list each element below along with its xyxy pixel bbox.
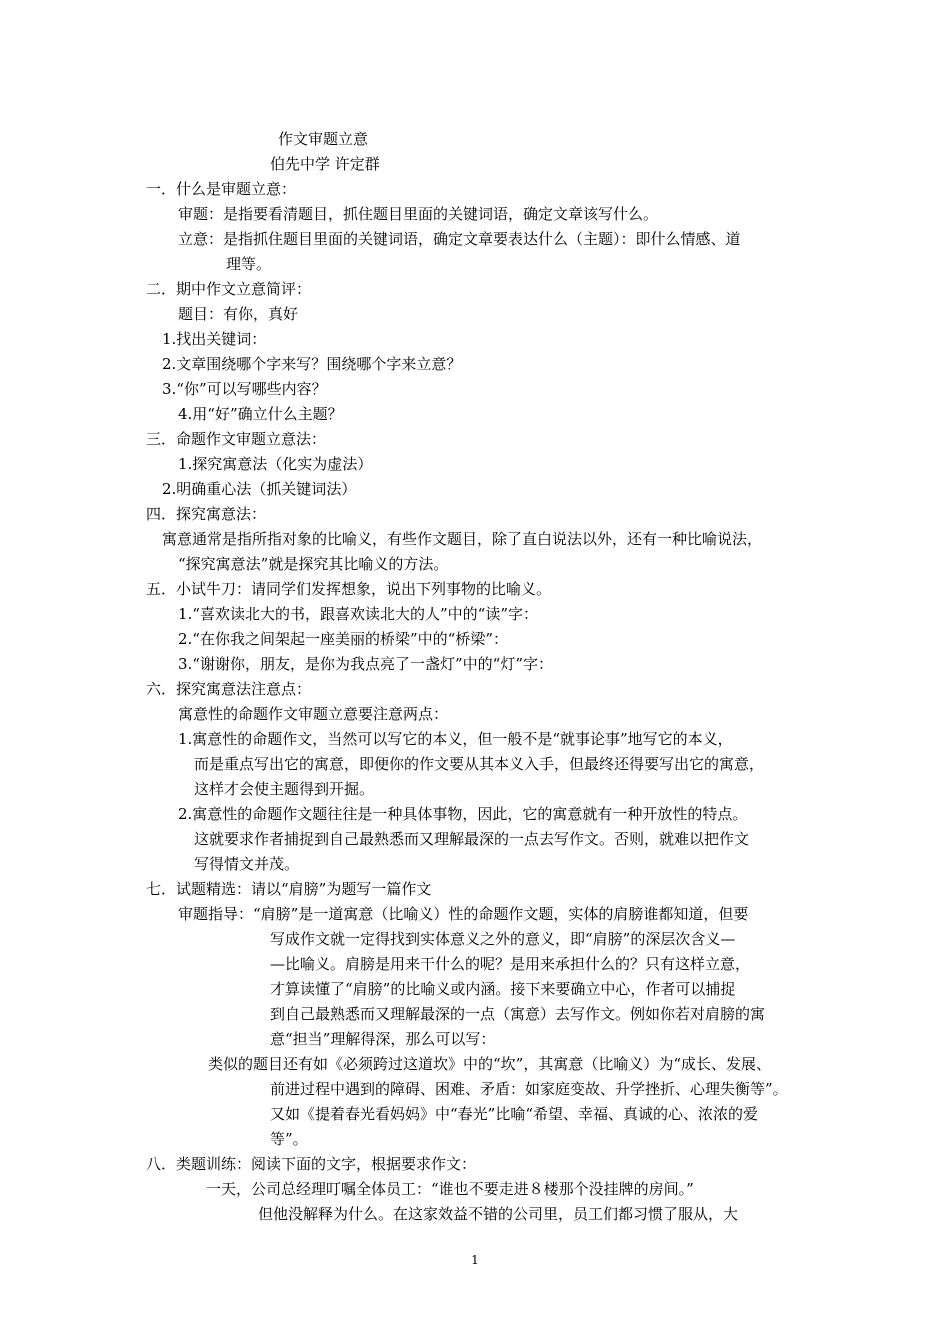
section-2-heading: 二．期中作文立意简评：: [146, 280, 312, 298]
section-6-heading: 六．探究寓意法注意点：: [146, 680, 312, 698]
text-line: 类似的题目还有如《必须跨过这道坎》中的“坎”，其寓意（比喻义）为“成长、发展、: [208, 1055, 772, 1073]
text-line: 2.寓意性的命题作文题往往是一种具体事物，因此，它的寓意就有一种开放性的特点。: [178, 805, 748, 823]
doc-author: 伯先中学 许定群: [270, 155, 380, 173]
text-line: 审题：是指要看清题目，抓住题目里面的关键词语，确定文章该写什么。: [178, 205, 659, 223]
text-line: 4.用“好”确立什么主题？: [178, 405, 343, 423]
section-4-heading: 四．探究寓意法：: [146, 505, 267, 523]
text-line: 前进过程中遇到的障碍、困难、矛盾：如家庭变故、升学挫折、心理失衡等”。: [270, 1080, 788, 1098]
section-1-heading: 一．什么是审题立意：: [146, 180, 297, 198]
doc-title: 作文审题立意: [278, 130, 369, 148]
text-line: 等”。: [270, 1130, 308, 1148]
text-line: 理等。: [226, 255, 272, 273]
section-7-heading: 七．试题精选：请以“肩膀”为题写一篇作文: [146, 880, 432, 898]
text-line: 1.探究寓意法（化实为虚法）: [178, 455, 373, 473]
text-line: 一天，公司总经理叮嘱全体员工：“谁也不要走进８楼那个没挂牌的房间。”: [206, 1180, 694, 1198]
text-line: 2.明确重心法（抓关键词法）: [162, 480, 357, 498]
section-8-heading: 八．类题训练：阅读下面的文字，根据要求作文：: [146, 1155, 477, 1173]
text-line: 写成作文就一定得找到实体意义之外的意义，即“肩膀”的深层次含义—: [270, 930, 736, 948]
text-line: 3.“你”可以写哪些内容？: [162, 380, 327, 398]
text-line: 这就要求作者捕捉到自己最熟悉而又理解最深的一点去写作文。否则，就难以把作文: [194, 830, 750, 848]
text-line: 1.寓意性的命题作文，当然可以写它的本义，但一般不是“就事论事”地写它的本义，: [178, 730, 733, 748]
text-line: 寓意通常是指所指对象的比喻义，有些作文题目，除了直白说法以外，还有一种比喻说法，: [162, 530, 763, 548]
text-line: 写得情文并茂。: [194, 855, 300, 873]
text-line: 寓意性的命题作文审题立意要注意两点：: [178, 705, 449, 723]
text-line: 意“担当”理解得深，那么可以写：: [270, 1030, 496, 1048]
text-line: 而是重点写出它的寓意，即便你的作文要从其本义入手，但最终还得要写出它的寓意，: [194, 755, 765, 773]
text-line: 到自己最熟悉而又理解最深的一点（寓意）去写作文。例如你若对肩膀的寓: [270, 1005, 766, 1023]
text-line: 但他没解释为什么。在这家效益不错的公司里，员工们都习惯了服从，大: [258, 1205, 739, 1223]
text-line: 立意：是指抓住题目里面的关键词语，确定文章要表达什么（主题）：即什么情感、道: [178, 230, 741, 248]
text-line: 又如《提着春光看妈妈》中“春光”比喻“希望、幸福、真诚的心、浓浓的爱: [270, 1105, 759, 1123]
text-line: —比喻义。肩膀是用来干什么的呢？是用来承担什么的？只有这样立意，: [270, 955, 751, 973]
text-line: 3.“谢谢你，朋友，是你为我点亮了一盏灯”中的“灯”字：: [178, 655, 553, 673]
text-line: 审题指导：“肩膀”是一道寓意（比喻义）性的命题作文题，实体的肩膀谁都知道，但要: [178, 905, 749, 923]
text-line: 2.“在你我之间架起一座美丽的桥梁”中的“桥梁”：: [178, 630, 508, 648]
section-5-heading: 五．小试牛刀：请同学们发挥想象，说出下列事物的比喻义。: [146, 580, 552, 598]
page-number: 1: [471, 1253, 479, 1267]
text-line: 题目：有你，真好: [178, 305, 299, 323]
text-line: 2.文章围绕哪个字来写？围绕哪个字来立意？: [162, 355, 462, 373]
text-line: 1.找出关键词：: [162, 330, 267, 348]
text-line: 这样才会使主题得到开掘。: [194, 780, 375, 798]
text-line: “探究寓意法”就是探究其比喻义的方法。: [178, 555, 449, 573]
text-line: 1.“喜欢读北大的书，跟喜欢读北大的人”中的“读”字：: [178, 605, 538, 623]
text-line: 才算读懂了“肩膀”的比喻义或内涵。接下来要确立中心，作者可以捕捉: [270, 980, 736, 998]
section-3-heading: 三．命题作文审题立意法：: [146, 430, 327, 448]
